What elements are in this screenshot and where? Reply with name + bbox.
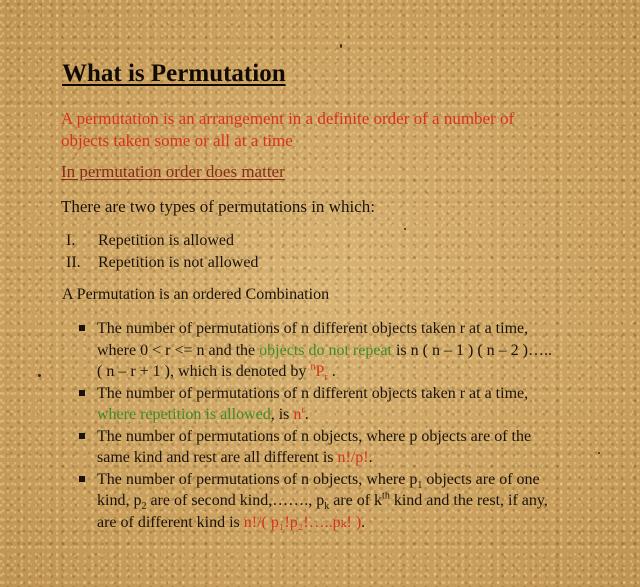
superscript: th — [382, 490, 390, 502]
paper-speck — [340, 44, 342, 48]
fact-text: The number of permutations of n different objects taken r at a time, — [97, 384, 529, 402]
paper-speck — [598, 452, 600, 454]
power-base: n — [293, 406, 302, 423]
fact-text: kind and the rest, if any, are of different kind is — [97, 492, 548, 531]
fact-item-repetition-allowed — [79, 383, 559, 426]
subscript: 2 — [141, 501, 147, 513]
ordered-combination-note: A Permutation is an ordered Combination — [62, 286, 330, 303]
paper-speck — [38, 374, 41, 377]
permutation-definition: A permutation is an arrangement in a definite order of a number of objects taken some or all at a time — [61, 109, 515, 150]
fact-text: , is — [270, 406, 294, 423]
types-list — [66, 230, 258, 274]
fact-text: . — [327, 363, 336, 380]
fact-text: The number of permutations of n different objects taken r at a time, where 0 < r <= n and the — [97, 320, 529, 359]
type-item — [66, 230, 258, 252]
fact-text: objects are of one kind, p — [97, 470, 540, 509]
types-intro: There are two types of permutations in which: — [61, 197, 375, 216]
type-number: II. — [66, 254, 81, 271]
n-power-r — [293, 406, 304, 423]
facts-list — [79, 318, 559, 533]
subscript: k — [324, 501, 330, 513]
fact-text: are of k — [329, 492, 383, 509]
fact-item-same-kind — [79, 426, 559, 469]
square-bullet-icon — [79, 325, 85, 331]
notation-subscript: r — [324, 372, 328, 384]
square-bullet-icon — [79, 433, 85, 439]
fact-text: The number of permutations of n objects, where p — [97, 470, 418, 488]
page-title: What is Permutation — [62, 60, 286, 87]
paper-speck — [404, 228, 406, 230]
fact-text: . — [361, 513, 366, 531]
notation-superscript: n — [310, 361, 316, 373]
fact-text: is n ( n – 1 ) ( n – 2 )….. ( n – r + 1 ), which is denoted by — [97, 341, 552, 380]
subscript: 1 — [417, 479, 423, 491]
highlight-green: where repetition is allowed — [97, 406, 271, 423]
fact-item-distinct-no-repeat — [79, 318, 559, 383]
fact-item-multiple-kinds — [79, 469, 559, 534]
type-number: I. — [66, 232, 76, 249]
formula-red: n!/( p₁!p₂!…..pₖ! ) — [243, 513, 362, 531]
type-item — [66, 252, 258, 274]
npr-notation — [310, 361, 328, 384]
fact-text: . — [368, 449, 373, 466]
fact-text: The number of permutations of n objects, where p objects are of the same kind and rest are all different is — [97, 427, 532, 466]
order-matters-note: In permutation order does matter — [61, 162, 285, 181]
formula-red: n!/p! — [337, 449, 369, 466]
square-bullet-icon — [79, 390, 85, 396]
power-exponent: r — [301, 404, 305, 416]
square-bullet-icon — [79, 476, 85, 482]
highlight-green: objects do not repeat — [259, 341, 392, 359]
fact-text: . — [304, 406, 309, 423]
type-label: Repetition is allowed — [98, 232, 234, 249]
fact-text: are of second kind,……., p — [146, 492, 325, 509]
notation-main: P — [315, 363, 325, 380]
type-label: Repetition is not allowed — [98, 254, 259, 271]
